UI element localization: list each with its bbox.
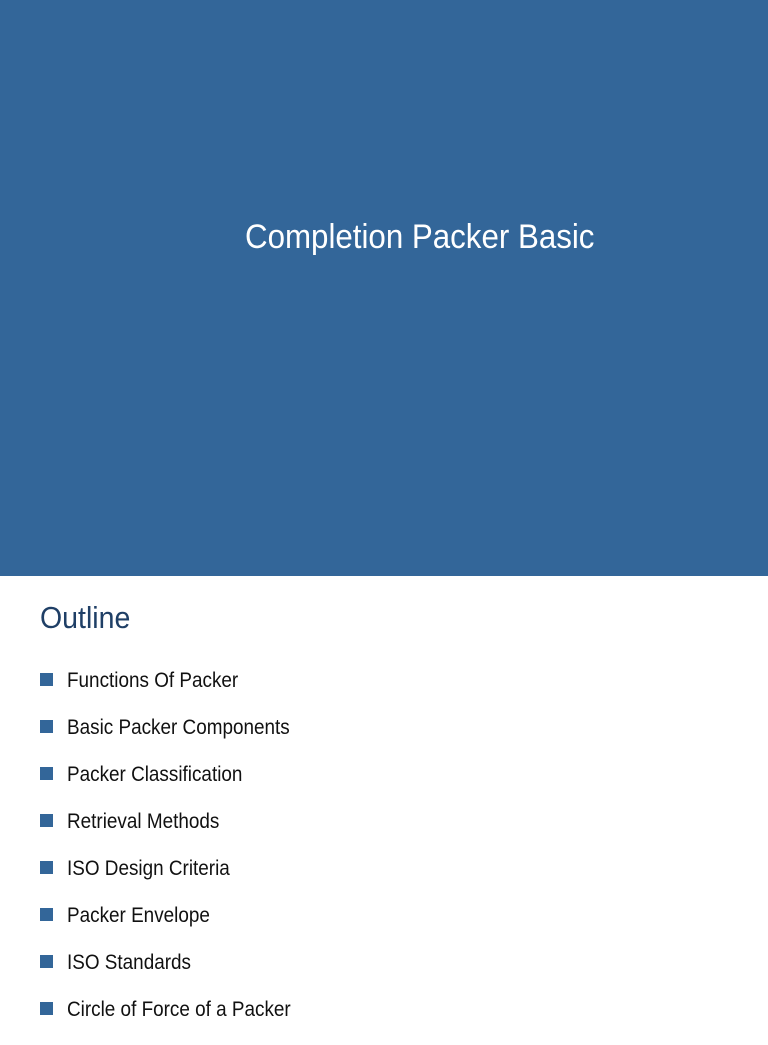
- list-item-text: Functions Of Packer: [67, 669, 239, 692]
- outline-heading: Outline: [40, 600, 131, 635]
- outline-slide: [0, 576, 768, 1024]
- list-item-text: Packer Envelope: [67, 904, 210, 927]
- list-item-text: Retrieval Methods: [67, 810, 220, 833]
- square-bullet-icon: [40, 720, 53, 733]
- square-bullet-icon: [40, 673, 53, 686]
- list-item-text: ISO Design Criteria: [67, 857, 230, 880]
- square-bullet-icon: [40, 767, 53, 780]
- square-bullet-icon: [40, 955, 53, 968]
- square-bullet-icon: [40, 861, 53, 874]
- square-bullet-icon: [40, 908, 53, 921]
- list-item-text: Circle of Force of a Packer: [67, 998, 291, 1021]
- list-item-text: ISO Standards: [67, 951, 191, 974]
- square-bullet-icon: [40, 814, 53, 827]
- list-item-text: Basic Packer Components: [67, 716, 290, 739]
- slide-title: Completion Packer Basic: [245, 218, 595, 256]
- list-item-text: Packer Classification: [67, 763, 243, 786]
- square-bullet-icon: [40, 1002, 53, 1015]
